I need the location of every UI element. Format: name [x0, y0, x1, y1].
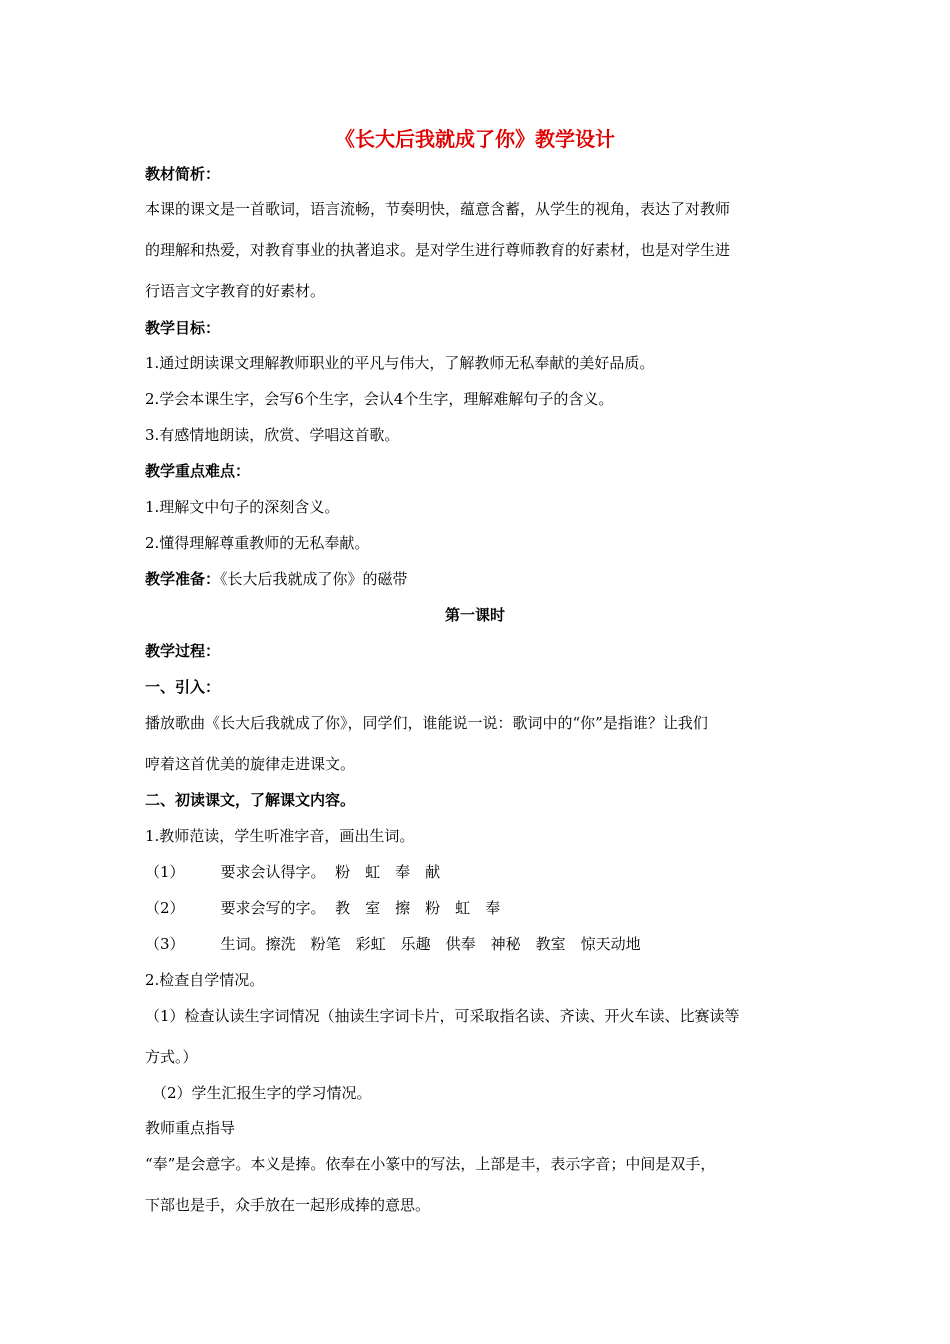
- check-line: （2）学生汇报生字的学习情况。: [152, 1084, 372, 1102]
- vocab-word: 教: [335, 899, 351, 917]
- vocab-item: [145, 862, 440, 882]
- guide-line: 下部也是手，众手放在一起形成捧的意思。: [145, 1196, 431, 1214]
- analysis-line: 本课的课文是一首歌词，语言流畅，节奏明快，蕴意含蓄，从学生的视角，表达了对教师: [145, 200, 731, 218]
- vocab-word: 虹: [455, 899, 471, 917]
- vocab-word: 彩虹: [355, 935, 386, 953]
- document-title: 《长大后我就成了你》教学设计: [335, 127, 615, 151]
- read-step: 2.检查自学情况。: [145, 971, 265, 989]
- goal-item: 3.有感情地朗读，欣赏、学唱这首歌。: [145, 426, 400, 444]
- vocab-label: 生词。: [220, 935, 266, 953]
- read-step: 1.教师范读，学生听准字音，画出生词。: [145, 827, 415, 845]
- goal-item: 2.学会本课生字，会写6个生字，会认4个生字，理解难解句子的含义。: [145, 390, 614, 408]
- goal-item: 1.通过朗读课文理解教师职业的平凡与伟大，了解教师无私奉献的美好品质。: [145, 354, 655, 372]
- vocab-word: 室: [365, 899, 381, 917]
- analysis-line: 行语言文字教育的好素材。: [145, 282, 326, 300]
- vocab-word: 惊天动地: [580, 935, 641, 953]
- guide-line: “奉”是会意字。本义是捧。依奉在小篆中的写法，上部是丰，表示字音；中间是双手，: [145, 1155, 716, 1173]
- vocab-item: [145, 934, 641, 954]
- analysis-heading: 教材简析：: [145, 165, 221, 183]
- vocab-word: 擦: [395, 899, 411, 917]
- vocab-num: （2）: [145, 899, 185, 917]
- check-line: 方式。）: [145, 1048, 198, 1066]
- prep-line: [145, 569, 408, 589]
- analysis-line: 的理解和热爱，对教育事业的执著追求。是对学生进行尊师教育的好素材，也是对学生进: [145, 241, 731, 259]
- vocab-word: 虹: [365, 863, 381, 881]
- vocab-word: 教室: [535, 935, 566, 953]
- intro-line: 哼着这首优美的旋律走进课文。: [145, 755, 356, 773]
- vocab-label: 要求会写的字。: [220, 899, 326, 917]
- intro-heading: 一、引入：: [145, 678, 221, 696]
- vocab-word: 供奉: [445, 935, 476, 953]
- lesson-heading: 第一课时: [444, 606, 505, 624]
- vocab-num: （1）: [145, 863, 185, 881]
- vocab-word: 乐趣: [400, 935, 431, 953]
- vocab-word: 奉: [395, 863, 411, 881]
- vocab-label: 要求会认得字。: [220, 863, 326, 881]
- process-heading: 教学过程：: [145, 642, 221, 660]
- key-point-item: 1.理解文中句子的深刻含义。: [145, 498, 340, 516]
- vocab-word: 粉: [335, 863, 351, 881]
- key-point-item: 2.懂得理解尊重教师的无私奉献。: [145, 534, 370, 552]
- vocab-word: 献: [425, 863, 441, 881]
- vocab-word: 奉: [485, 899, 501, 917]
- vocab-word: 粉笔: [310, 935, 341, 953]
- check-line: （1）检查认读生字词情况（抽读生字词卡片，可采取指名读、齐读、开火车读、比赛读等: [145, 1007, 740, 1025]
- intro-line: 播放歌曲《长大后我就成了你》，同学们，谁能说一说：歌词中的“你”是指谁？让我们: [145, 714, 708, 732]
- prep-heading: 教学准备：: [145, 570, 221, 588]
- vocab-item: [145, 898, 500, 918]
- guide-heading: 教师重点指导: [145, 1119, 236, 1137]
- vocab-word: 粉: [425, 899, 441, 917]
- prep-text: 《长大后我就成了你》的磁带: [220, 570, 408, 588]
- vocab-word: 擦洗: [265, 935, 296, 953]
- key-points-heading: 教学重点难点：: [145, 462, 251, 480]
- vocab-word: 神秘: [490, 935, 521, 953]
- goals-heading: 教学目标：: [145, 319, 221, 337]
- vocab-num: （3）: [145, 935, 185, 953]
- read-heading: 二、初读课文，了解课文内容。: [145, 791, 356, 809]
